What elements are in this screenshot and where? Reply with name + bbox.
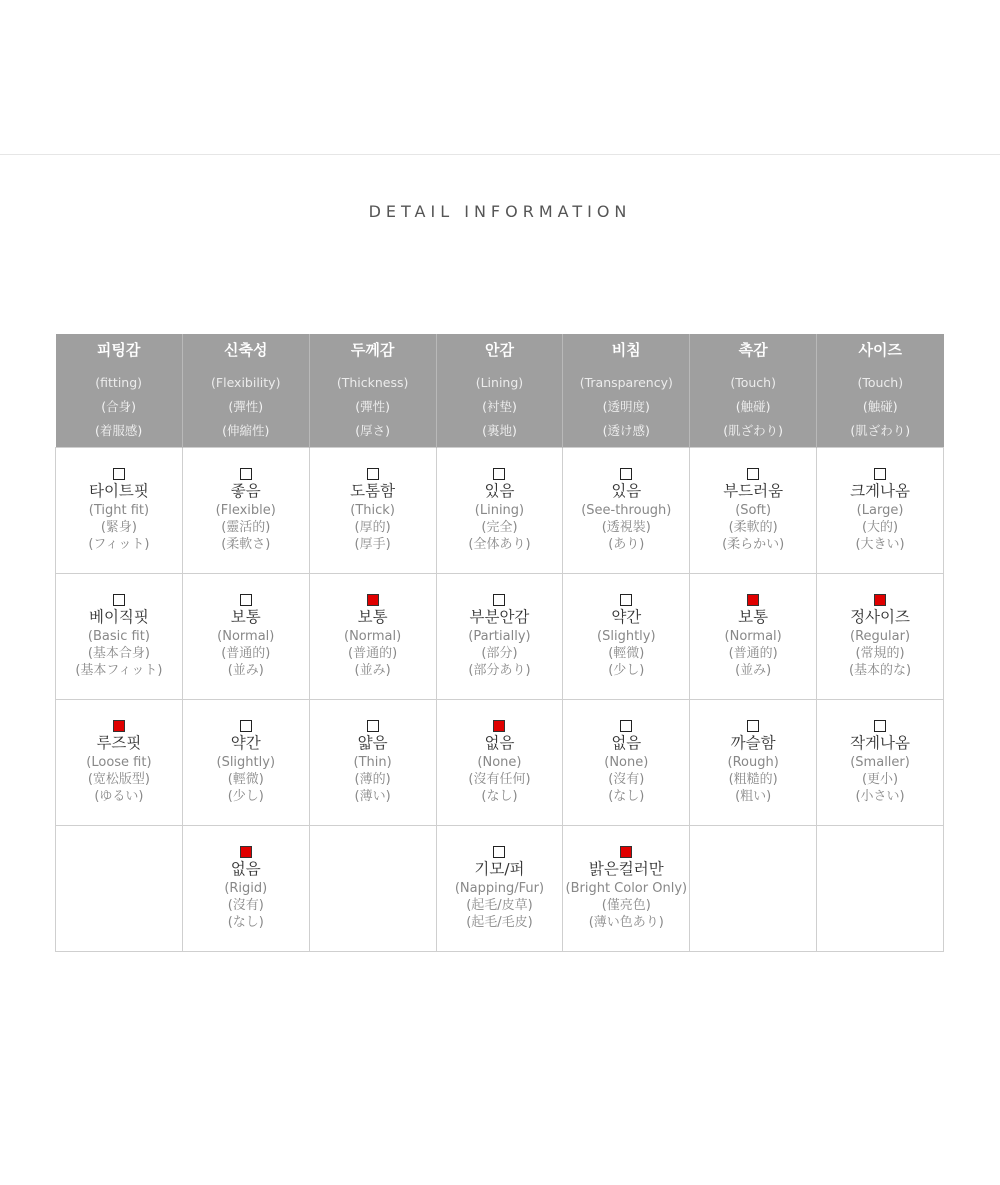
column-header: [56, 334, 183, 448]
table-row: [56, 448, 944, 574]
option-cell: [182, 574, 309, 700]
option-sublabel: (少し): [608, 663, 645, 678]
option-sublabel: (大的): [861, 520, 899, 535]
option-label: 보통: [230, 608, 261, 626]
option-sublabel: (厚手): [354, 537, 391, 552]
option-sublabel: (フィット): [88, 537, 150, 552]
empty-cell: [817, 826, 944, 952]
empty-cell: [309, 826, 436, 952]
option-sublabel: (Normal): [217, 629, 275, 644]
option-label: 있음: [484, 482, 515, 500]
option-sublabel: (Slightly): [216, 755, 276, 770]
option-cell: [436, 826, 563, 952]
option-sublabel: (小さい): [855, 789, 905, 804]
unchecked-box-icon: [874, 468, 886, 480]
option-sublabel: (更小): [861, 772, 899, 787]
option-label: 약간: [230, 734, 261, 752]
option-sublabel: (靈活的): [221, 520, 271, 535]
column-header-sublabel: (透明度): [602, 398, 650, 414]
option-sublabel: (Large): [856, 503, 904, 518]
option-sublabel: (沒有): [608, 772, 645, 787]
column-header-label: 비침: [611, 340, 641, 359]
option-cell: [182, 448, 309, 574]
option-cell: [182, 826, 309, 952]
option-cell: [563, 700, 690, 826]
option-cell: [563, 826, 690, 952]
option-sublabel: (少し): [227, 789, 264, 804]
option-sublabel: (None): [477, 755, 522, 770]
column-header-sublabel: (肌ざわり): [850, 422, 911, 438]
option-sublabel: (なし): [481, 789, 518, 804]
column-header: [563, 334, 690, 448]
option-sublabel: (並み): [354, 663, 391, 678]
column-header-sublabel: (伸縮性): [222, 422, 270, 438]
option-sublabel: (あり): [608, 537, 645, 552]
option-cell: [56, 448, 183, 574]
option-sublabel: (粗い): [735, 789, 772, 804]
option-sublabel: (並み): [735, 663, 772, 678]
option-sublabel: (Thick): [350, 503, 395, 518]
option-sublabel: (Regular): [850, 629, 911, 644]
option-cell: [436, 448, 563, 574]
column-header-label: 두께감: [350, 340, 395, 359]
column-header-sublabel: (fitting): [95, 374, 143, 390]
option-label: 약간: [611, 608, 642, 626]
column-header-sublabel: (裏地): [482, 422, 517, 438]
option-sublabel: (Bright Color Only): [565, 881, 688, 896]
option-sublabel: (起毛/皮草): [466, 898, 533, 913]
option-cell: [690, 700, 817, 826]
checked-box-icon: [620, 846, 632, 858]
column-header-sublabel: (Flexibility): [211, 374, 281, 390]
column-header-sublabel: (Touch): [730, 374, 776, 390]
option-sublabel: (Rough): [727, 755, 779, 770]
option-label: 보통: [357, 608, 388, 626]
option-sublabel: (部分): [481, 646, 518, 661]
option-sublabel: (Tight fit): [88, 503, 150, 518]
column-header-label: 피팅감: [96, 340, 141, 359]
option-sublabel: (起毛/毛皮): [466, 915, 533, 930]
option-cell: [817, 448, 944, 574]
option-sublabel: (基本合身): [87, 646, 150, 661]
option-label: 베이직핏: [88, 608, 149, 626]
column-header-sublabel: (Thickness): [336, 374, 409, 390]
option-cell: [309, 574, 436, 700]
option-sublabel: (柔軟的): [728, 520, 778, 535]
option-cell: [309, 700, 436, 826]
table-row: [56, 700, 944, 826]
unchecked-box-icon: [620, 468, 632, 480]
option-sublabel: (粗糙的): [728, 772, 778, 787]
option-sublabel: (沒有任何): [468, 772, 531, 787]
column-header-sublabel: (Lining): [475, 374, 524, 390]
unchecked-box-icon: [240, 468, 252, 480]
option-sublabel: (大きい): [855, 537, 905, 552]
option-sublabel: (ゆるい): [94, 789, 144, 804]
option-sublabel: (部分あり): [468, 663, 531, 678]
unchecked-box-icon: [620, 720, 632, 732]
unchecked-box-icon: [367, 468, 379, 480]
option-label: 루즈핏: [96, 734, 142, 752]
option-cell: [56, 574, 183, 700]
option-sublabel: (沒有): [227, 898, 264, 913]
checked-box-icon: [240, 846, 252, 858]
option-cell: [690, 448, 817, 574]
option-cell: [436, 574, 563, 700]
column-header-label: 신축성: [224, 340, 268, 359]
option-sublabel: (基本的な): [848, 663, 912, 678]
option-sublabel: (Slightly): [597, 629, 656, 644]
option-label: 도톰함: [350, 482, 396, 500]
option-sublabel: (基本フィット): [75, 663, 163, 678]
option-sublabel: (緊身): [100, 520, 137, 535]
unchecked-box-icon: [747, 720, 759, 732]
column-header: [182, 334, 309, 448]
option-sublabel: (Soft): [735, 503, 772, 518]
option-sublabel: (輕微): [608, 646, 645, 661]
checked-box-icon: [493, 720, 505, 732]
column-header: [436, 334, 563, 448]
column-header-sublabel: (触碰): [735, 398, 771, 414]
option-sublabel: (薄い色あり): [588, 915, 664, 930]
option-sublabel: (僅亮色): [601, 898, 651, 913]
column-header-sublabel: (彈性): [228, 398, 264, 414]
option-sublabel: (柔らかい): [722, 537, 785, 552]
option-label: 없음: [611, 734, 642, 752]
option-cell: [182, 700, 309, 826]
checked-box-icon: [874, 594, 886, 606]
column-header-label: 사이즈: [858, 340, 903, 359]
table-row: [56, 826, 944, 952]
option-cell: [563, 448, 690, 574]
option-sublabel: (柔軟さ): [221, 537, 271, 552]
option-cell: [817, 574, 944, 700]
option-label: 기모/퍼: [474, 860, 525, 878]
option-sublabel: (Basic fit): [87, 629, 150, 644]
option-sublabel: (全体あり): [468, 537, 531, 552]
option-sublabel: (Normal): [344, 629, 402, 644]
column-header-sublabel: (彈性): [355, 398, 390, 414]
empty-cell: [56, 826, 183, 952]
option-sublabel: (薄的): [354, 772, 391, 787]
unchecked-box-icon: [493, 846, 505, 858]
header-row: [56, 334, 944, 448]
column-header-sublabel: (肌ざわり): [723, 422, 784, 438]
option-sublabel: (なし): [227, 915, 264, 930]
option-sublabel: (Thin): [353, 755, 392, 770]
option-label: 좋음: [230, 482, 261, 500]
checked-box-icon: [747, 594, 759, 606]
option-label: 작게나옴: [850, 734, 910, 752]
option-sublabel: (Partially): [468, 629, 531, 644]
option-sublabel: (普通的): [221, 646, 271, 661]
option-sublabel: (完全): [481, 520, 518, 535]
option-sublabel: (普通的): [348, 646, 398, 661]
option-label: 까슬함: [730, 734, 776, 752]
unchecked-box-icon: [113, 468, 125, 480]
unchecked-box-icon: [367, 720, 379, 732]
column-header: [309, 334, 436, 448]
column-header-sublabel: (触碰): [862, 398, 898, 414]
option-cell: [309, 448, 436, 574]
option-sublabel: (常規的): [855, 646, 905, 661]
unchecked-box-icon: [747, 468, 759, 480]
option-cell: [436, 700, 563, 826]
option-sublabel: (並み): [227, 663, 264, 678]
option-sublabel: (厚的): [354, 520, 391, 535]
unchecked-box-icon: [493, 468, 505, 480]
option-cell: [817, 700, 944, 826]
column-header: [817, 334, 944, 448]
option-label: 없음: [230, 860, 261, 878]
option-cell: [690, 574, 817, 700]
option-label: 크게나옴: [850, 482, 910, 500]
unchecked-box-icon: [620, 594, 632, 606]
column-header-label: 안감: [484, 340, 514, 359]
option-label: 없음: [484, 734, 515, 752]
column-header: [690, 334, 817, 448]
option-sublabel: (Lining): [474, 503, 525, 518]
unchecked-box-icon: [113, 594, 125, 606]
table-body: [56, 448, 944, 952]
option-cell: [56, 700, 183, 826]
option-cell: [563, 574, 690, 700]
unchecked-box-icon: [240, 720, 252, 732]
option-label: 부드러움: [723, 482, 784, 500]
column-header-sublabel: (衬垫): [482, 398, 517, 414]
option-sublabel: (Normal): [724, 629, 782, 644]
top-divider: [0, 154, 1000, 155]
option-label: 보통: [738, 608, 769, 626]
option-sublabel: (See-through): [581, 503, 672, 518]
option-label: 있음: [611, 482, 642, 500]
option-sublabel: (Smaller): [850, 755, 910, 770]
column-header-label: 촉감: [738, 340, 768, 359]
option-sublabel: (Flexible): [215, 503, 276, 518]
option-label: 타이트핏: [88, 482, 149, 500]
column-header-sublabel: (Touch): [857, 374, 904, 390]
checked-box-icon: [367, 594, 379, 606]
option-label: 부분안감: [469, 608, 530, 626]
option-sublabel: (普通的): [728, 646, 778, 661]
column-header-sublabel: (透け感): [602, 422, 650, 438]
option-sublabel: (None): [604, 755, 649, 770]
option-sublabel: (輕微): [227, 772, 264, 787]
column-header-sublabel: (厚さ): [355, 422, 390, 438]
table-row: [56, 574, 944, 700]
option-sublabel: (透視裝): [601, 520, 651, 535]
empty-cell: [690, 826, 817, 952]
column-header-sublabel: (Transparency): [579, 374, 673, 390]
option-sublabel: (Rigid): [224, 881, 268, 896]
detail-table: [55, 334, 944, 952]
option-label: 밝은컬러만: [588, 860, 664, 878]
unchecked-box-icon: [493, 594, 505, 606]
checked-box-icon: [113, 720, 125, 732]
column-header-sublabel: (着服感): [95, 422, 143, 438]
option-label: 정사이즈: [850, 608, 910, 626]
unchecked-box-icon: [240, 594, 252, 606]
option-sublabel: (Loose fit): [86, 755, 152, 770]
option-label: 얇음: [357, 734, 388, 752]
column-header-sublabel: (合身): [101, 398, 137, 414]
section-title: DETAIL INFORMATION: [368, 202, 632, 221]
option-sublabel: (薄い): [354, 789, 391, 804]
option-sublabel: (宽松版型): [87, 772, 150, 787]
unchecked-box-icon: [874, 720, 886, 732]
option-sublabel: (なし): [608, 789, 645, 804]
option-sublabel: (Napping/Fur): [454, 881, 545, 896]
